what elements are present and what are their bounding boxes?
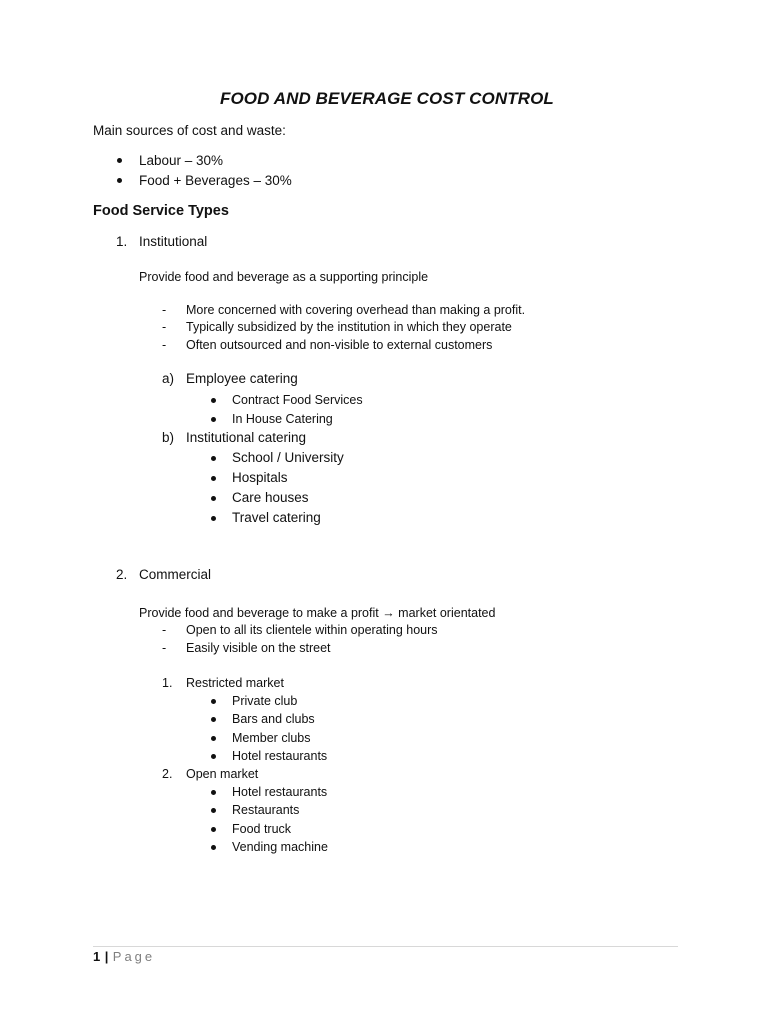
sub-item: Contract Food Services [232,393,363,407]
sub-item: Hotel restaurants [232,749,328,763]
sub-marker: a) [162,371,175,386]
service-type-label: Commercial [139,567,212,582]
service-type-description: Provide food and beverage as a supporting principle [139,270,429,284]
sub-category-label: Open market [186,767,259,781]
dash-marker: - [162,338,167,352]
page-word: Page [112,949,156,964]
dash-marker: - [162,320,167,334]
page-footer [93,948,155,966]
sub-item: Travel catering [232,510,321,525]
sub-item: School / University [232,450,344,465]
dash-marker: - [162,623,167,637]
sub-marker: 2. [162,767,173,781]
sub-category-label: Restricted market [186,676,284,690]
sub-item: Care houses [232,490,309,505]
sub-item: Member clubs [232,731,311,745]
sub-item: Vending machine [232,840,328,854]
sub-item: Hospitals [232,470,288,485]
bullet-icon [211,717,216,722]
bullet-icon [211,790,216,795]
bullet-icon [211,476,216,481]
sub-category-label: Institutional catering [186,430,307,445]
cost-source-item: Food + Beverages – 30% [139,173,292,188]
point-item: Easily visible on the street [186,641,331,655]
bullet-icon [211,754,216,759]
sub-item: Bars and clubs [232,712,315,726]
sub-item: Hotel restaurants [232,785,328,799]
dash-marker: - [162,641,167,655]
point-item: Open to all its clientele within operating hours [186,623,438,637]
sub-item: In House Catering [232,412,333,426]
point-item: More concerned with covering overhead than making a profit. [186,303,526,317]
sub-category-label: Employee catering [186,371,298,386]
list-number: 2. [116,567,128,582]
bullet-icon [117,178,122,183]
sub-item: Restaurants [232,803,300,817]
document-title: FOOD AND BEVERAGE COST CONTROL [220,89,554,108]
dash-marker: - [162,303,167,317]
service-type-description: Provide food and beverage to make a profit → market orientated [139,606,496,620]
section-heading: Food Service Types [93,203,229,219]
bullet-icon [211,496,216,501]
bullet-icon [211,456,216,461]
point-item: Often outsourced and non-visible to external customers [186,338,493,352]
sub-item: Private club [232,694,298,708]
bullet-icon [211,827,216,832]
intro-text: Main sources of cost and waste: [93,123,286,138]
bullet-icon [211,845,216,850]
cost-source-item: Labour – 30% [139,153,224,168]
bullet-icon [211,808,216,813]
sub-marker: b) [162,430,175,445]
sub-marker: 1. [162,676,173,690]
bullet-icon [211,699,216,704]
page-separator: | [104,949,109,964]
sub-item: Food truck [232,822,292,836]
point-item: Typically subsidized by the institution in which they operate [186,320,512,334]
bullet-icon [211,398,216,403]
list-number: 1. [116,234,128,249]
footer-divider [93,946,678,947]
bullet-icon [211,417,216,422]
bullet-icon [211,736,216,741]
page-number: 1 [93,949,101,964]
bullet-icon [211,516,216,521]
service-type-label: Institutional [139,234,208,249]
bullet-icon [117,158,122,163]
